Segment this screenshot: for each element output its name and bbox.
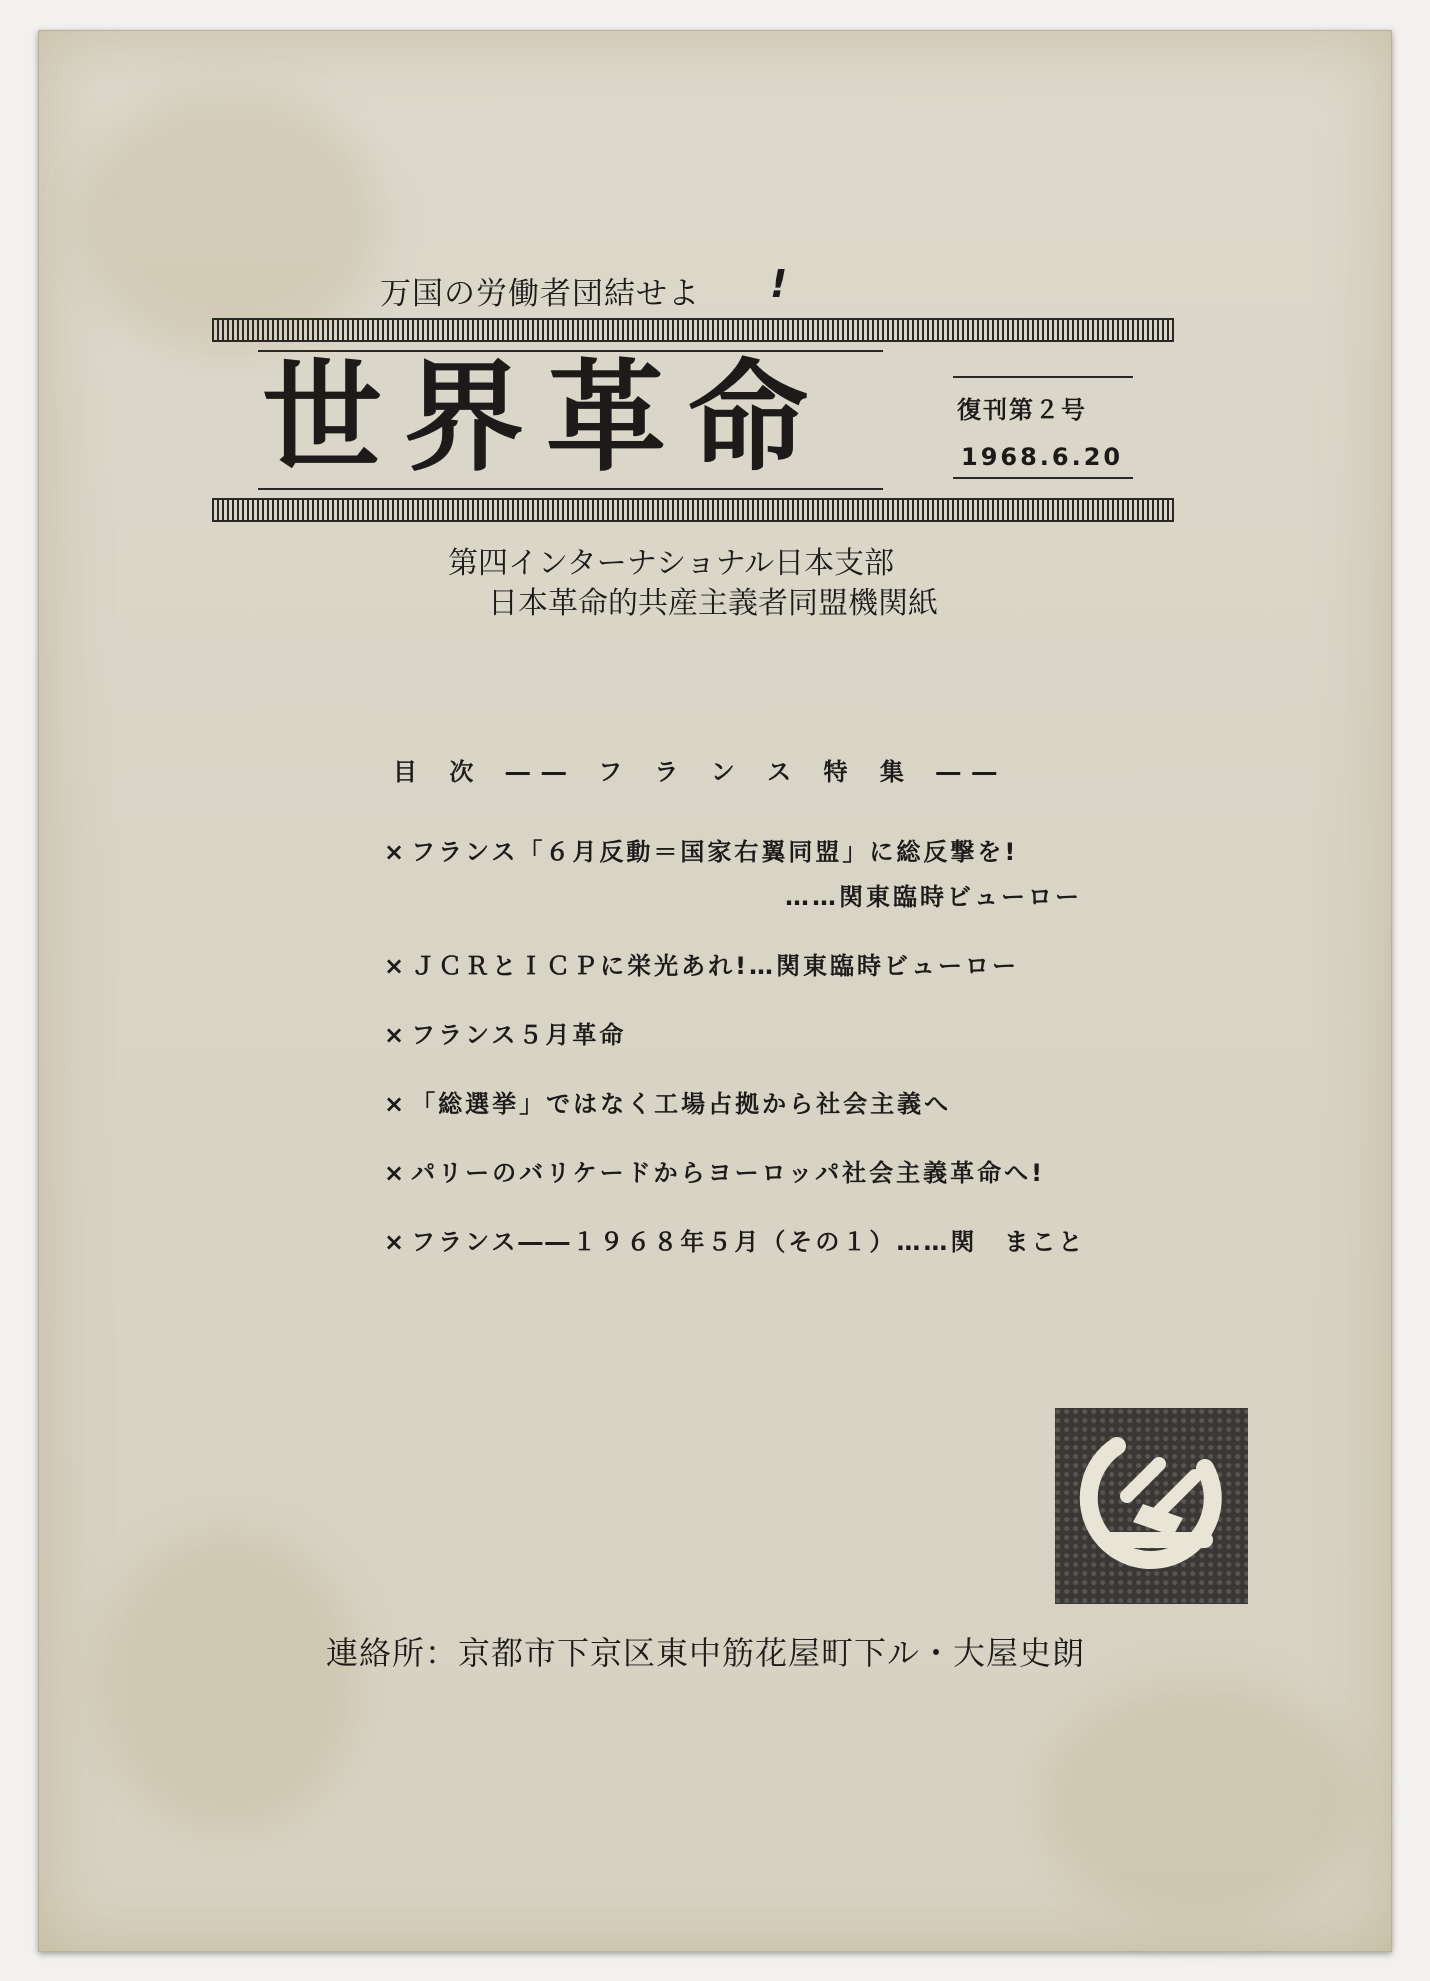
- masthead-title: 世界革命: [262, 347, 830, 488]
- issue-info: [953, 376, 1133, 479]
- toc-marker: ×: [384, 1090, 408, 1118]
- toc-item-title: パリーのバリケードからヨーロッパ社会主義革命へ!: [411, 1159, 1046, 1187]
- toc-item: [384, 1222, 1084, 1257]
- toc-heading: 目 次 ―― フ ラ ン ス 特 集 ――: [393, 758, 1009, 786]
- toc-marker: ×: [384, 1228, 408, 1256]
- toc-marker: ×: [384, 952, 408, 980]
- toc-marker: ×: [384, 838, 408, 866]
- toc-item: [384, 1015, 1084, 1050]
- emblem-graphic: [1055, 1408, 1248, 1604]
- issue-date: 1968.6.20: [961, 443, 1124, 471]
- organization-line-1: 第四インターナショナル日本支部: [448, 546, 895, 581]
- toc-item-title: ＪＣＲとＩＣＰに栄光あれ!…関東臨時ビューロー: [411, 952, 1020, 980]
- toc-item-title: フランス５月革命: [411, 1021, 627, 1049]
- toc-item: [384, 1153, 1084, 1188]
- masthead-bottom-border: [212, 498, 1174, 522]
- toc-item: [384, 946, 1084, 981]
- hammer-sickle-emblem-icon: [1055, 1408, 1248, 1604]
- contact-address: 連絡所：京都市下京区東中筋花屋町下ル・大屋史朗: [326, 1634, 1086, 1672]
- toc-item-author: ……関東臨時ビューロー: [785, 883, 1082, 911]
- toc-item-title: フランス――１９６８年５月（その１）……関 まこと: [411, 1228, 1086, 1256]
- toc-item-title: 「総選挙」ではなく工場占拠から社会主義へ: [411, 1090, 952, 1118]
- issue-number: 復刊第２号: [957, 396, 1087, 424]
- toc-marker: ×: [384, 1021, 408, 1049]
- toc-marker: ×: [384, 1159, 408, 1187]
- organization-line-2: 日本革命的共産主義者同盟機関紙: [488, 586, 938, 621]
- toc-item: [384, 832, 1084, 912]
- masthead-top-border: [212, 318, 1174, 342]
- issue-rule-bottom: [953, 477, 1133, 479]
- masthead-rule-bottom: [258, 488, 883, 490]
- table-of-contents: [384, 832, 1084, 1291]
- slogan: 万国の労働者団結せよ: [380, 276, 700, 312]
- issue-rule-top: [953, 376, 1133, 378]
- toc-item: [384, 1084, 1084, 1119]
- slogan-exclamation: !: [770, 262, 788, 306]
- toc-item-title: フランス「６月反動＝国家右翼同盟」に総反撃を!: [411, 838, 1019, 866]
